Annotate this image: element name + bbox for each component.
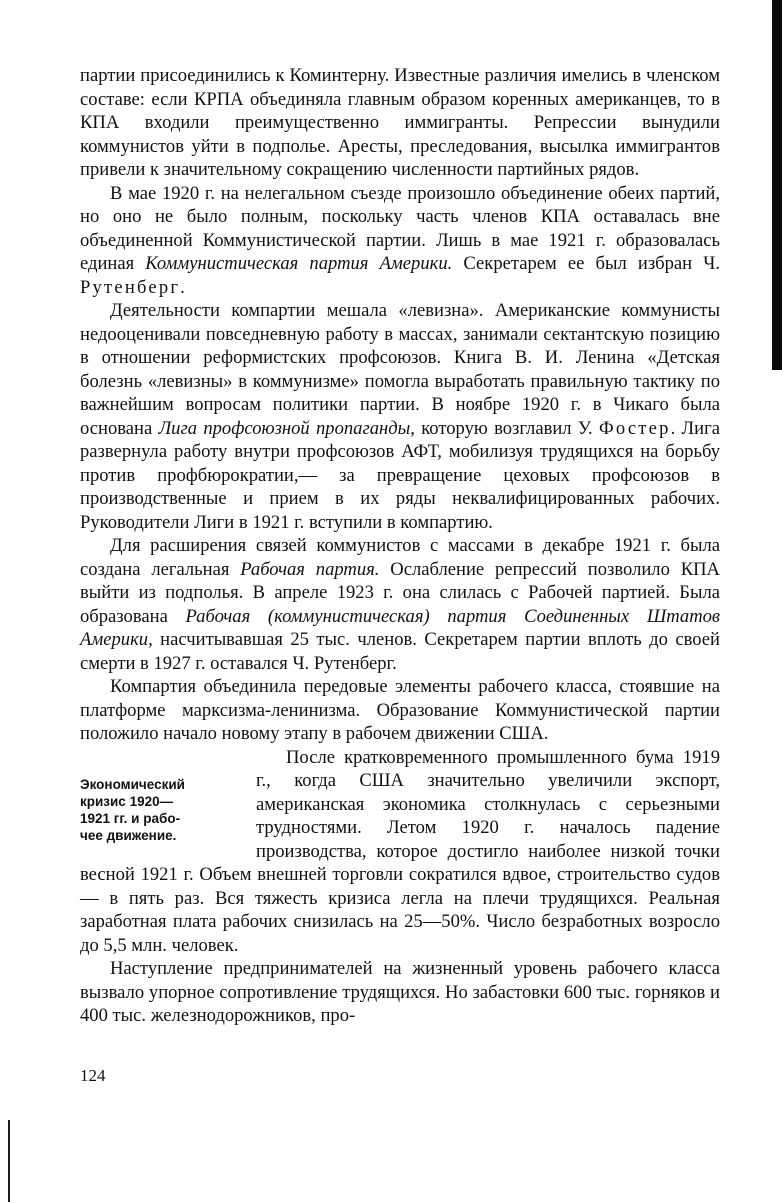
paragraph-2	[80, 182, 720, 300]
page-number: 124	[80, 1066, 106, 1085]
paragraph-4	[80, 534, 720, 675]
paragraph-7	[80, 957, 720, 1028]
margin-heading-line-2: кризис 1920—	[80, 793, 174, 809]
main-text	[80, 64, 720, 1028]
paragraph-5-text: Компартия объединила передовые элементы рабочего класса, стоявшие на платформе марксизма-ленинизма. Образование Коммунистической партии положило начало новому этапу в рабочем движении США.	[80, 676, 720, 744]
paragraph-7-text: Наступление предпринимателей на жизненный уровень рабочего класса вызвало упорное сопротивление трудящихся. Но забастовки 600 тыс. горняков и 400 тыс. железнодорожников, про-	[80, 958, 720, 1026]
margin-heading-line-3: 1921 гг. и рабо-	[80, 810, 181, 826]
paragraph-1-text: партии присоединились к Коминтерну. Известные различия имелись в членском составе: если КРПА объединяла главным образом коренных американцев, то в КПА входили преимущественно иммигранты. Репрессии вынудили коммунистов уйти в подполье. Аресты, преследования, высылка иммигрантов привели к значительному сокращению численности партийных рядов.	[80, 65, 720, 180]
paragraph-4-text-c: насчитывавшая 25 тыс. членов. Секретарем партии вплоть до своей смерти в 1927 г. оставался Ч. Рутенберг.	[80, 629, 720, 674]
margin-heading	[80, 776, 238, 844]
paragraph-5	[80, 675, 720, 746]
workers-party-italic: Рабочая партия.	[240, 558, 380, 580]
paragraph-2-text-c: .	[180, 276, 185, 298]
paragraph-3	[80, 299, 720, 534]
leader-name: Фостер	[599, 417, 671, 439]
secretary-name: Рутенберг	[80, 276, 181, 298]
paragraph-4-text-b: Ослабление репрессий позволило КПА выйти из подполья. В апреле 1923 г. она слилась с Рабочей партией. Была образована	[80, 558, 720, 627]
party-name-italic: Коммунистическая партия Америки.	[145, 253, 453, 274]
league-name-italic: Лига профсоюзной пропаганды,	[158, 417, 415, 439]
paragraph-3-text-c: . Лига развернула работу внутри профсоюзов АФТ, мобилизуя трудящихся на борьбу против профбюрократии,— за превращение цеховых профсоюзов в производственные и прием в их ряды неквалифицированных рабочих. Руководители Лиги в 1921 г. вступили в компартию.	[80, 417, 720, 533]
paragraph-3-text-a: Деятельности компартии мешала «левизна». Американские коммунисты недооценивали повседневную работу в массах, занимали сектантскую позицию в отношении реформистских профсоюзов. Книга В. И. Ленина «Детская болезнь «левизны» в коммунизме» помогла выработать правильную тактику по важнейшим вопросам политики партии. В ноябре 1920 г. в Чикаго была основана	[80, 300, 720, 439]
paragraph-2-text-b: Секретарем ее был избран Ч.	[452, 253, 720, 274]
paragraph-6-text: После кратковременного промышленного бума 1919 г., когда США значительно увеличили экспорт, американская экономика столкнулась с серьезными трудностями. Летом 1920 г. началось падение производства, которое достигло наиболее низкой точки весной 1921 г. Объем внешней торговли сократился вдвое, строительство судов — в пять раз. Вся тяжесть кризиса легла на плечи трудящихся. Реальная заработная плата рабочих снизилась на 25—50%. Число безработных возросло до 5,5 млн. человек.	[80, 746, 720, 956]
scan-binding-line	[8, 1120, 10, 1202]
crisis-section	[80, 746, 720, 958]
paragraph-2-text-a: В мае 1920 г. на нелегальном съезде произошло объединение обеих партий, но оно не было полным, поскольку часть членов КПА оставалась вне объединенной Коммунистической партии. Лишь в мае 1921 г. образовалась единая	[80, 182, 720, 274]
united-party-italic: Рабочая (коммунистическая) партия Соединенных Штатов Америки,	[80, 605, 720, 650]
paragraph-4-text-a: Для расширения связей коммунистов с массами в декабре 1921 г. была создана легальная	[80, 535, 720, 580]
scan-edge-shadow	[772, 0, 782, 370]
margin-heading-line-1: Экономический	[80, 776, 185, 792]
paragraph-3-text-b: которую возглавил У.	[414, 417, 599, 439]
paragraph-1	[80, 64, 720, 182]
margin-heading-line-4: чее движение.	[80, 827, 177, 843]
